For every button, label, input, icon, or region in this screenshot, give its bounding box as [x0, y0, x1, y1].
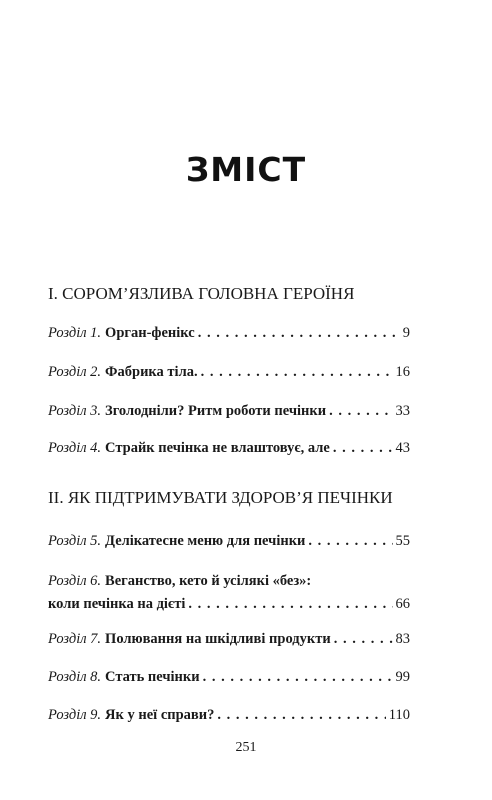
leader-dots	[217, 704, 385, 727]
chapter-title: Фабрика тіла.	[105, 364, 198, 380]
page-title: ЗМІСТ	[185, 150, 307, 189]
leader-dots	[188, 593, 392, 616]
toc-entry-chapter-3	[48, 400, 410, 423]
toc-entry-chapter-1	[48, 322, 410, 345]
leader-dots	[334, 628, 393, 651]
leader-dots	[201, 361, 393, 384]
section-heading-2: ІІ. ЯК ПІДТРИМУВАТИ ЗДОРОВ’Я ПЕЧІНКИ	[48, 488, 393, 507]
page-number: 43	[395, 440, 410, 456]
chapter-prefix: Розділ 9.	[48, 707, 102, 723]
chapter-prefix: Розділ 4.	[48, 440, 102, 456]
chapter-title: Делікатесне меню для печінки	[105, 533, 306, 549]
leader-dots	[308, 530, 392, 553]
chapter-title: Як у неї справи?	[105, 707, 215, 723]
page-number: 16	[395, 364, 410, 380]
chapter-title: Стать печінки	[105, 669, 200, 685]
chapter-title: Зголодніли? Ритм роботи печінки	[105, 403, 327, 419]
page-number: 66	[395, 596, 410, 612]
toc-entry-chapter-7	[48, 628, 410, 651]
leader-dots	[203, 666, 393, 689]
toc-entry-chapter-2	[48, 361, 410, 384]
chapter-prefix: Розділ 8.	[48, 669, 102, 685]
chapter-title: Полювання на шкідливі продукти	[105, 631, 331, 647]
page-number: 99	[395, 669, 410, 685]
toc-entry-chapter-9	[48, 704, 410, 727]
chapter-prefix: Розділ 5.	[48, 533, 102, 549]
page-number: 33	[395, 403, 410, 419]
chapter-prefix: Розділ 1.	[48, 325, 102, 341]
toc-entry-chapter-5	[48, 530, 410, 553]
leader-dots	[198, 322, 400, 345]
chapter-prefix: Розділ 2.	[48, 364, 102, 380]
page-number: 55	[395, 533, 410, 549]
leader-dots	[329, 400, 392, 423]
section-heading-1: І. СОРОМ’ЯЗЛИВА ГОЛОВНА ГЕРОЇНЯ	[48, 284, 355, 303]
page-number: 110	[388, 707, 410, 723]
chapter-prefix: Розділ 7.	[48, 631, 102, 647]
folio-page-number: 251	[235, 740, 257, 755]
chapter-prefix: Розділ 3.	[48, 403, 102, 419]
chapter-title: Орган-фенікс	[105, 325, 195, 341]
chapter-title-continued: коли печінка на дієті	[48, 596, 186, 612]
chapter-title: Веганство, кето й усілякі «без»:	[105, 573, 312, 589]
toc-entry-chapter-8	[48, 666, 410, 689]
page-number: 83	[395, 631, 410, 647]
toc-entry-chapter-4	[48, 437, 410, 460]
page-number: 9	[402, 325, 410, 341]
leader-dots	[333, 437, 393, 460]
chapter-title: Страйк печінка не влаштовує, але	[105, 440, 330, 456]
toc-entry-chapter-6	[48, 570, 410, 616]
chapter-prefix: Розділ 6.	[48, 573, 102, 589]
